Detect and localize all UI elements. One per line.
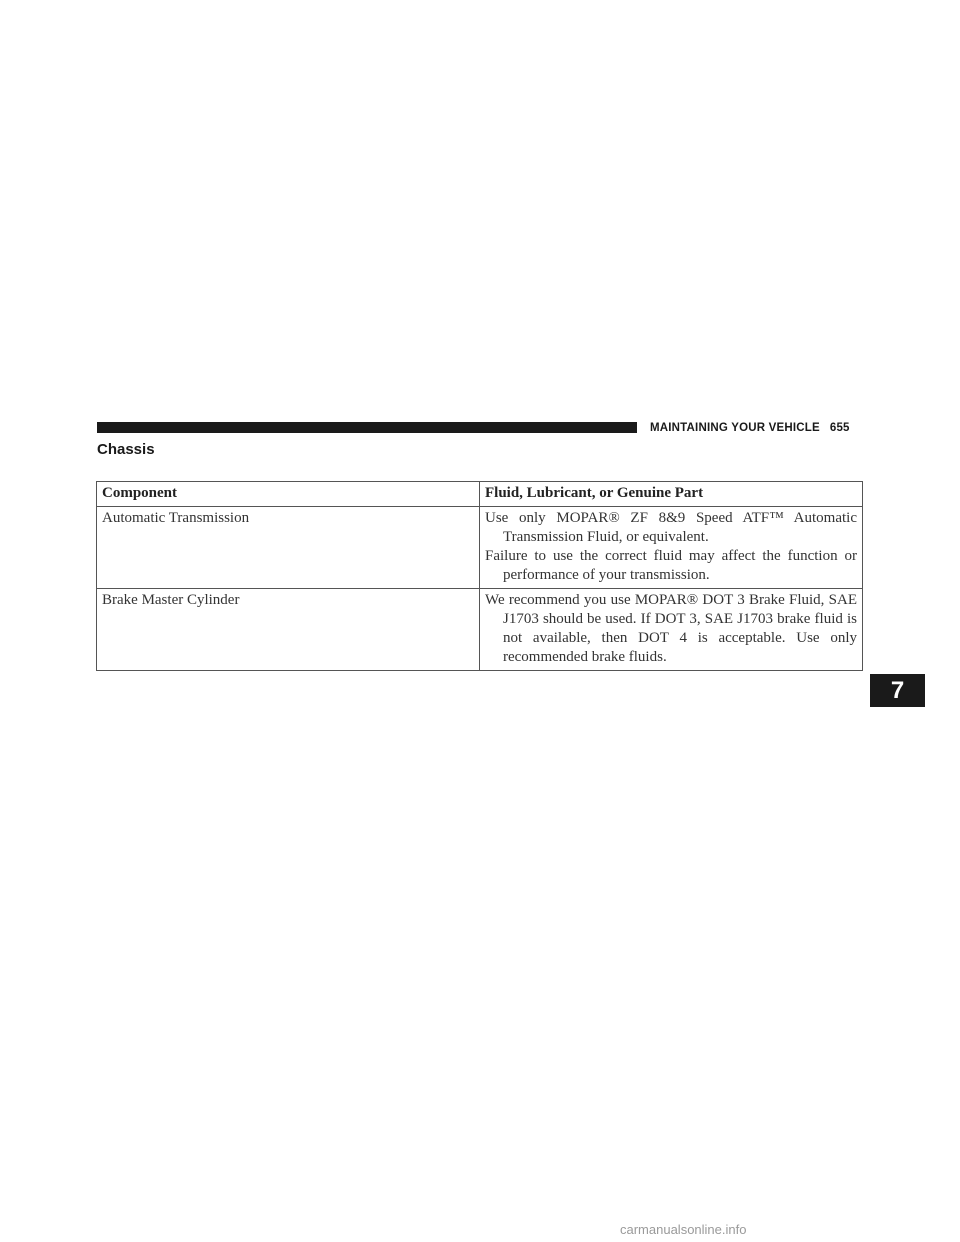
- fluid-paragraph: Use only MOPAR® ZF 8&9 Speed ATF™ Automatic Transmission Fluid, or equivalent.: [485, 510, 857, 545]
- fluids-table: [96, 481, 863, 671]
- section-title: Chassis: [97, 441, 155, 458]
- fluid-paragraph: We recommend you use MOPAR® DOT 3 Brake Fluid, SAE J1703 should be used. If DOT 3, SAE J1703 brake fluid is not available, then DOT 4 is acceptable. Use only recommended brake fluids.: [485, 592, 857, 665]
- table-header-row: [97, 482, 863, 507]
- table-row: [97, 589, 863, 671]
- cell-component: Automatic Transmission: [97, 507, 480, 589]
- table-row: [97, 507, 863, 589]
- cell-fluid: [480, 589, 863, 671]
- cell-fluid: [480, 507, 863, 589]
- chapter-tab: 7: [870, 674, 925, 707]
- page-number: 655: [829, 422, 850, 434]
- column-header-fluid: Fluid, Lubricant, or Genuine Part: [480, 482, 863, 507]
- header-rule: [97, 422, 637, 433]
- running-header: [650, 419, 850, 437]
- header-section-title: MAINTAINING YOUR VEHICLE: [650, 422, 820, 434]
- watermark-text: carmanualsonline.info: [620, 1222, 747, 1237]
- cell-component: Brake Master Cylinder: [97, 589, 480, 671]
- column-header-component: Component: [97, 482, 480, 507]
- fluid-paragraph: Failure to use the correct fluid may affect the function or performance of your transmission.: [485, 548, 857, 583]
